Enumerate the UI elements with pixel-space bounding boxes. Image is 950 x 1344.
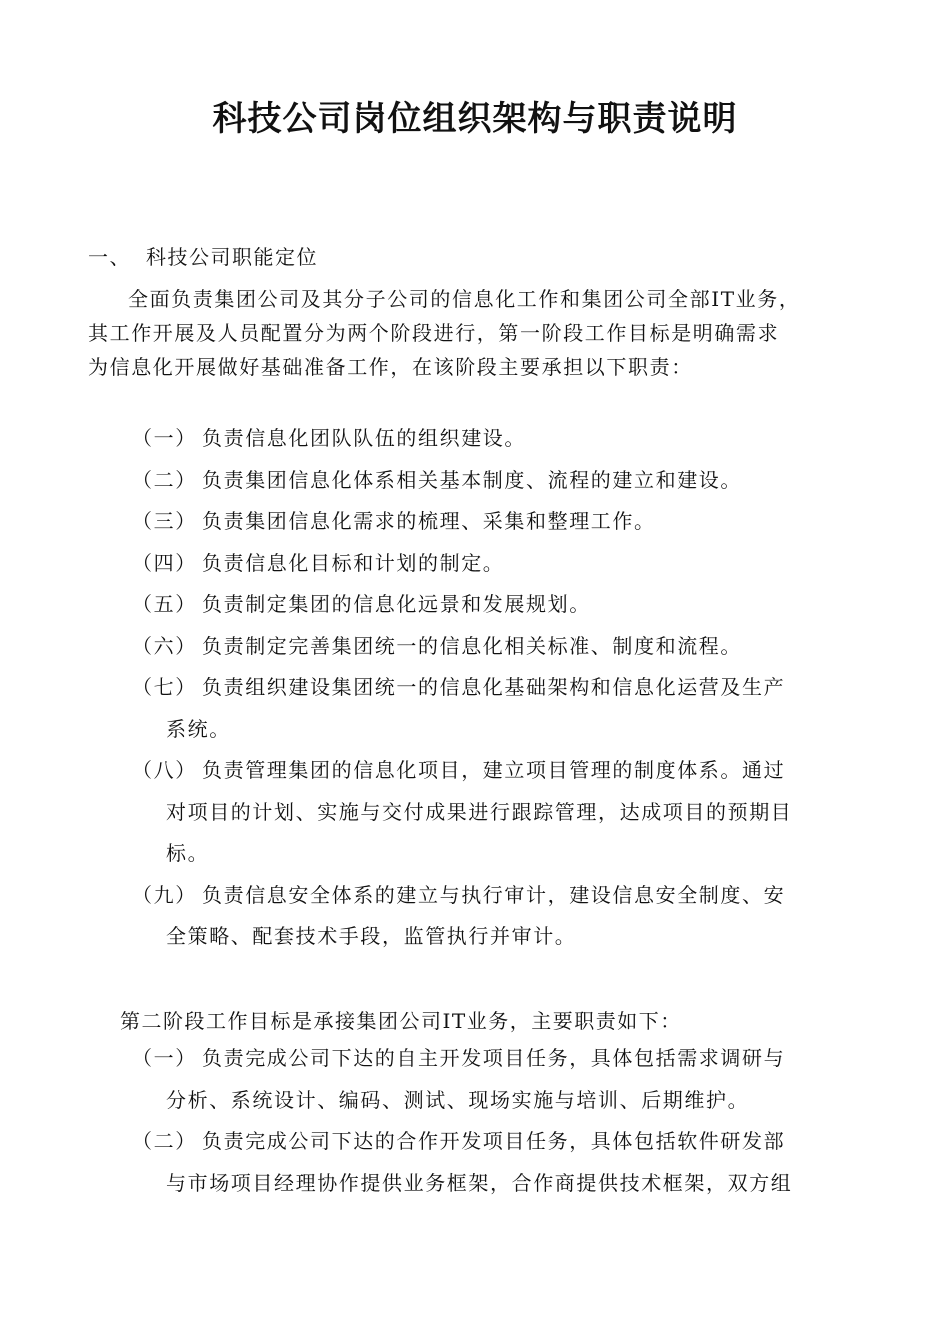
section-number: 一、	[88, 245, 131, 269]
list-item	[132, 875, 872, 958]
list-item	[132, 1038, 872, 1121]
list-item-text: 负责组织建设集团统一的信息化基础架构和信息化运营及生产	[202, 675, 786, 699]
list-item-continuation: 对项目的计划、实施与交付成果进行跟踪管理，达成项目的预期目	[166, 799, 793, 824]
intro-line: 其工作开展及人员配置分为两个阶段进行，第一阶段工作目标是明确需求	[88, 321, 780, 345]
list-item	[132, 543, 872, 585]
list-item-text: 负责完成公司下达的合作开发项目任务，具体包括软件研发部	[202, 1129, 786, 1153]
stage1-duties-list	[132, 418, 872, 958]
list-marker: （四）	[132, 550, 197, 575]
list-item	[132, 501, 872, 543]
intro-paragraph	[88, 282, 868, 384]
list-marker: （八）	[132, 758, 197, 782]
section-heading	[88, 242, 318, 272]
list-item-continuation: 与市场项目经理协作提供业务框架，合作商提供技术框架，双方组	[166, 1170, 793, 1195]
list-marker: （九）	[132, 882, 197, 907]
list-item-text: 负责集团信息化需求的梳理、采集和整理工作。	[202, 509, 656, 533]
list-item-text: 负责集团信息化体系相关基本制度、流程的建立和建设。	[202, 467, 742, 492]
section-heading-text: 科技公司职能定位	[146, 245, 318, 269]
list-marker: （三）	[132, 509, 197, 533]
list-item-continuation: 分析、系统设计、编码、测试、现场实施与培训、后期维护。	[166, 1087, 750, 1112]
list-item-text: 负责完成公司下达的自主开发项目任务，具体包括需求调研与	[202, 1046, 786, 1070]
list-item-text: 负责信息安全体系的建立与执行审计，建设信息安全制度、安	[202, 882, 786, 907]
list-marker: （七）	[132, 675, 197, 699]
list-marker: （一）	[132, 1046, 197, 1070]
document-title: 科技公司岗位组织架构与职责说明	[212, 99, 738, 139]
list-marker: （一）	[132, 426, 197, 450]
list-marker: （二）	[132, 1129, 197, 1153]
list-marker: （六）	[132, 633, 197, 658]
list-item	[132, 584, 872, 626]
list-item	[132, 750, 872, 875]
list-item-continuation: 系统。	[166, 716, 231, 741]
list-item	[132, 418, 872, 460]
list-item-text: 负责制定完善集团统一的信息化相关标准、制度和流程。	[202, 633, 742, 658]
list-item-text: 负责信息化目标和计划的制定。	[202, 550, 505, 575]
list-item-text: 负责制定集团的信息化远景和发展规划。	[202, 592, 591, 616]
list-item-continuation: 标。	[166, 841, 210, 865]
list-item	[132, 626, 872, 668]
stage2-intro: 第二阶段工作目标是承接集团公司IT业务，主要职责如下：	[120, 1009, 682, 1033]
list-item-continuation: 全策略、配套技术手段，监管执行并审计。	[166, 924, 577, 948]
stage2-duties-list	[132, 1038, 872, 1204]
list-marker: （五）	[132, 592, 197, 616]
list-item	[132, 667, 872, 750]
list-item-text: 负责管理集团的信息化项目，建立项目管理的制度体系。通过	[202, 758, 786, 782]
intro-line: 为信息化开展做好基础准备工作，在该阶段主要承担以下职责：	[88, 355, 693, 379]
intro-line: 全面负责集团公司及其分子公司的信息化工作和集团公司全部IT业务，	[128, 287, 801, 311]
list-item	[132, 1121, 872, 1204]
list-item-text: 负责信息化团队队伍的组织建设。	[202, 426, 526, 450]
list-marker: （二）	[132, 467, 197, 492]
list-item	[132, 460, 872, 502]
